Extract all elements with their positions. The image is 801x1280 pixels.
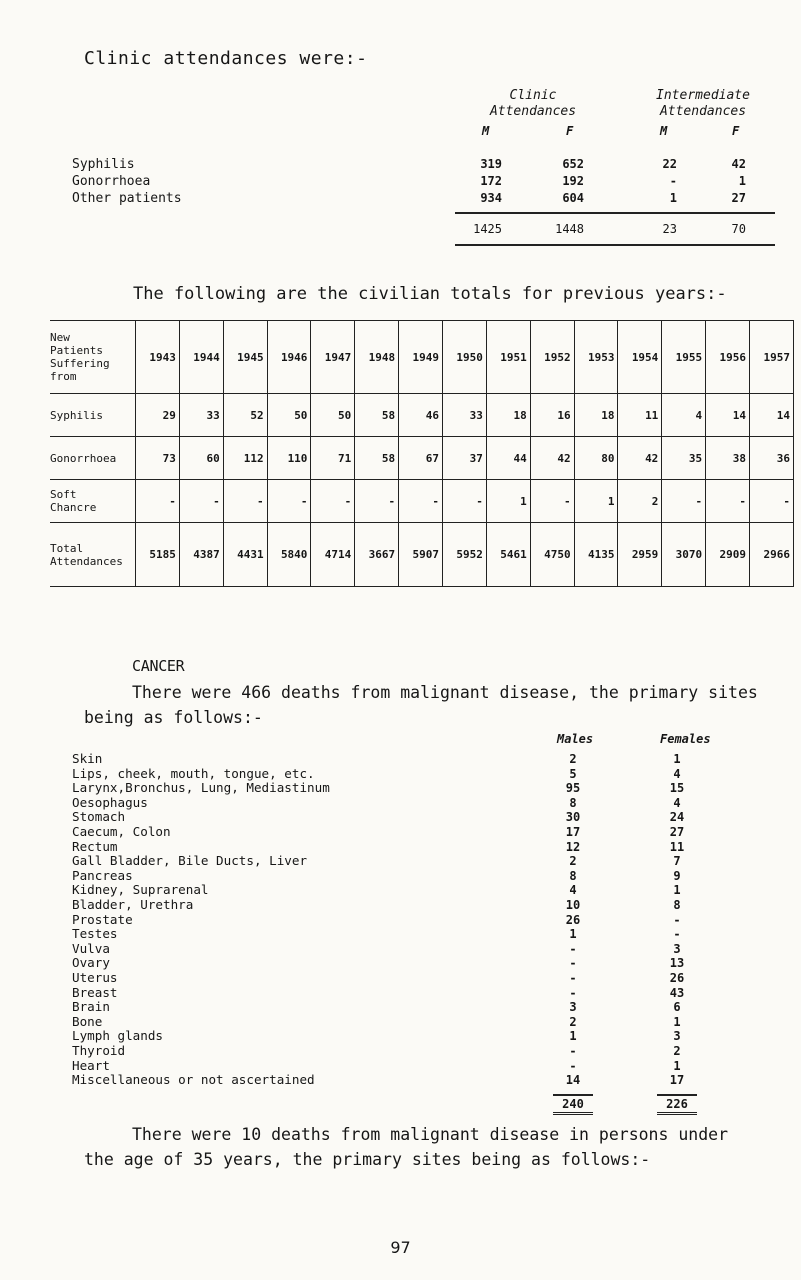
table-cell: - [443,480,487,523]
list-item [0,869,801,884]
total-cell: 1425 [473,222,502,236]
table-cell: 46 [399,394,443,437]
table-cell: 50 [267,394,311,437]
list-item [0,781,801,796]
list-item [0,1015,801,1030]
females-header: Females [660,732,711,746]
table-cell: 2 [618,480,662,523]
table-cell: 50 [311,394,355,437]
value-cell: 652 [562,157,584,171]
intermediate-header-line1: Intermediate [656,88,750,103]
year-header: 1951 [486,321,530,394]
site-name: Vulva [72,940,110,956]
males-value: - [569,971,577,985]
females-value: 27 [669,825,685,839]
table-cell: 16 [530,394,574,437]
males-value: 95 [565,781,581,796]
year-header: 1956 [706,321,750,394]
table-cell: 4431 [223,523,267,587]
males-value: 2 [569,854,577,869]
under35-line2: the age of 35 years, the primary sites being as follows:- [84,1150,651,1169]
table-cell: 2959 [618,523,662,587]
table-cell: - [399,480,443,523]
row-header-cell [50,321,136,394]
row-label-line: Soft [50,488,77,501]
list-item [0,1000,801,1015]
table-cell: - [355,480,399,523]
males-value: 5 [569,766,577,781]
site-name: Gall Bladder, Bile Ducts, Liver [72,853,308,869]
row-label-line: Total [50,541,84,555]
table-cell: - [223,480,267,523]
page-number: 97 [390,1238,411,1257]
clinic-header-line2: Attendances [489,104,577,119]
total-cell: 70 [731,222,746,236]
clinic-header-line1: Clinic [509,88,557,103]
table-row [50,394,794,437]
males-value: 30 [565,810,581,825]
total-rule [455,212,775,214]
males-value: - [569,985,577,1000]
males-value: - [569,956,577,971]
intermediate-header-line2: Attendances [659,104,747,119]
table-cell: 110 [267,437,311,480]
year-header: 1955 [662,321,706,394]
year-header: 1944 [179,321,223,394]
table-cell: 14 [706,394,750,437]
row-header-line: Suffering [50,357,110,370]
list-item [0,927,801,942]
year-header: 1945 [223,321,267,394]
value-cell: 27 [731,191,746,205]
males-value: 2 [569,1014,577,1029]
value-cell: 934 [480,191,502,205]
males-value: 26 [565,912,581,927]
row-label [50,480,136,523]
sub-header-m: M [482,124,490,138]
table-cell: 71 [311,437,355,480]
list-item [0,796,801,811]
table-cell: 5461 [486,523,530,587]
row-label-line: Attendances [50,554,123,568]
site-name: Larynx,Bronchus, Lung, Mediastinum [72,780,330,796]
table-cell: 42 [618,437,662,480]
males-value: 17 [565,825,581,839]
table-cell: 67 [399,437,443,480]
table-cell: - [662,480,706,523]
table-cell: 73 [136,437,180,480]
table-cell: 58 [355,437,399,480]
females-value: - [673,912,681,927]
list-item [0,956,801,971]
cancer-intro-line1: There were 466 deaths from malignant disease, the primary sites [132,683,758,702]
row-header-line: Patients [50,344,103,357]
cancer-title: CANCER [132,657,185,675]
table-cell: 37 [443,437,487,480]
list-item [0,1029,801,1044]
table-cell: 1 [574,480,618,523]
table-cell: 4387 [179,523,223,587]
total-cell: 23 [662,222,677,236]
table-cell: - [179,480,223,523]
table-cell: 35 [662,437,706,480]
year-header: 1946 [267,321,311,394]
table-cell: 4714 [311,523,355,587]
females-value: - [673,927,681,942]
value-cell: 1 [669,191,677,205]
value-cell: 172 [480,174,502,188]
site-name: Stomach [72,809,126,825]
table-cell: - [267,480,311,523]
site-name: Bone [72,1013,103,1029]
table-cell: 18 [486,394,530,437]
site-name: Pancreas [72,867,133,883]
list-item [0,942,801,957]
males-value: 1 [569,1029,577,1044]
females-value: 9 [673,868,681,883]
under35-line1: There were 10 deaths from malignant disease in persons under [132,1125,729,1144]
table-cell: - [311,480,355,523]
table-cell: - [530,480,574,523]
table-cell: 1 [486,480,530,523]
males-value: 12 [565,839,581,854]
females-value: 1 [673,883,681,898]
table-row [50,523,794,587]
year-header: 1949 [399,321,443,394]
list-item [0,971,801,986]
site-name: Testes [72,926,118,942]
table-cell: 112 [223,437,267,480]
site-name: Oesophagus [72,794,148,810]
list-item [0,810,801,825]
females-value: 1 [673,752,681,766]
list-item [0,825,801,840]
row-header-line: New [50,331,70,344]
list-item [0,767,801,782]
table-cell: 4750 [530,523,574,587]
males-value: 2 [569,752,577,766]
table-cell: 5185 [136,523,180,587]
table-cell: 38 [706,437,750,480]
value-cell: 319 [480,157,502,171]
table-cell: 5840 [267,523,311,587]
site-name: Brain [72,999,110,1015]
females-value: 13 [669,956,685,971]
row-label [50,437,136,480]
sub-header-m: M [660,124,668,138]
year-header: 1953 [574,321,618,394]
site-name: Miscellaneous or not ascertained [72,1072,315,1088]
males-header: Males [557,732,594,746]
site-name: Skin [72,751,103,766]
row-label [50,523,136,587]
row-label-line: Chancre [50,501,97,514]
year-header: 1947 [311,321,355,394]
table-cell: 33 [179,394,223,437]
table-header-row [50,321,794,394]
sub-header-f: F [566,124,574,138]
list-item [0,854,801,869]
site-name: Ovary [72,955,110,971]
females-value: 15 [669,781,685,796]
total-cell: 1448 [555,222,584,236]
females-value: 8 [673,898,681,912]
value-cell: - [669,174,677,188]
males-value: - [569,941,577,956]
row-label-other-patients: Other patients [72,191,182,206]
table-row [50,480,794,523]
value-cell: 604 [562,191,584,205]
females-value: 26 [669,971,685,985]
value-cell: 42 [731,157,746,171]
table-cell: 3070 [662,523,706,587]
females-value: 4 [673,795,681,810]
clinic-attendances-header [478,88,588,120]
males-value: - [569,1058,577,1073]
females-value: 2 [673,1044,681,1058]
site-name: Prostate [72,911,133,927]
list-item [0,1073,801,1088]
table-cell: 44 [486,437,530,480]
value-cell: 192 [562,174,584,188]
table-cell: - [136,480,180,523]
list-item [0,1044,801,1059]
table-cell: 5952 [443,523,487,587]
list-item [0,986,801,1001]
females-value: 3 [673,941,681,956]
table-row [50,437,794,480]
row-label-syphilis: Syphilis [72,157,135,172]
table-cell: 4135 [574,523,618,587]
females-value: 24 [669,810,685,825]
females-value: 1 [673,1058,681,1073]
table-cell: 2909 [706,523,750,587]
table-cell: 60 [179,437,223,480]
list-item [0,898,801,913]
row-label-line: Gonorrhoea [50,451,117,465]
row-label [50,394,136,437]
females-value: 11 [669,839,685,854]
table-cell: 18 [574,394,618,437]
males-value: 1 [569,927,577,942]
list-item [0,840,801,855]
males-value: 14 [565,1073,581,1088]
males-value: 3 [569,1000,577,1015]
site-name: Heart [72,1057,110,1073]
table-cell: 58 [355,394,399,437]
females-value: 43 [669,985,685,1000]
table-cell: 14 [750,394,794,437]
list-item [0,1059,801,1074]
males-total: 240 [553,1094,593,1115]
females-value: 4 [673,766,681,781]
site-name: Thyroid [72,1043,126,1058]
table-cell: 5907 [399,523,443,587]
table-cell: 2966 [750,523,794,587]
intermediate-attendances-header [638,88,768,120]
year-header: 1948 [355,321,399,394]
table-cell: 42 [530,437,574,480]
site-name: Caecum, Colon [72,824,171,839]
site-name: Bladder, Urethra [72,897,194,912]
cancer-intro-line2: being as follows:- [84,708,263,727]
table-cell: 29 [136,394,180,437]
table-cell: 36 [750,437,794,480]
list-item [0,752,801,767]
table-cell: - [706,480,750,523]
males-value: 10 [565,898,581,912]
males-value: 8 [569,795,577,810]
females-value: 3 [673,1029,681,1044]
year-header: 1952 [530,321,574,394]
value-cell: 22 [662,157,677,171]
list-item [0,913,801,928]
table-cell: 52 [223,394,267,437]
total-underline [455,244,775,246]
females-value: 17 [669,1073,685,1088]
table-cell: 33 [443,394,487,437]
table-cell: 3667 [355,523,399,587]
site-name: Breast [72,984,118,1000]
table-cell: 4 [662,394,706,437]
previous-years-table [50,320,794,587]
table-cell: 80 [574,437,618,480]
table-cell: 11 [618,394,662,437]
females-value: 1 [673,1014,681,1029]
year-header: 1950 [443,321,487,394]
row-header-line: from [50,370,77,383]
site-name: Lymph glands [72,1028,163,1044]
row-label-line: Syphilis [50,408,103,422]
page-heading: Clinic attendances were:- [84,48,368,69]
females-value: 6 [673,1000,681,1015]
males-value: 8 [569,868,577,883]
site-name: Lips, cheek, mouth, tongue, etc. [72,765,315,781]
previous-years-intro: The following are the civilian totals for previous years:- [133,284,727,304]
year-header: 1943 [136,321,180,394]
site-name: Uterus [72,970,118,985]
year-header: 1954 [618,321,662,394]
females-total: 226 [657,1094,697,1115]
males-value: 4 [569,883,577,898]
value-cell: 1 [738,174,746,188]
list-item [0,883,801,898]
sub-header-f: F [732,124,740,138]
table-cell: - [750,480,794,523]
year-header: 1957 [750,321,794,394]
females-value: 7 [673,854,681,869]
site-name: Kidney, Suprarenal [72,882,209,898]
site-name: Rectum [72,838,118,854]
males-value: - [569,1044,577,1058]
row-label-gonorrhoea: Gonorrhoea [72,174,151,189]
